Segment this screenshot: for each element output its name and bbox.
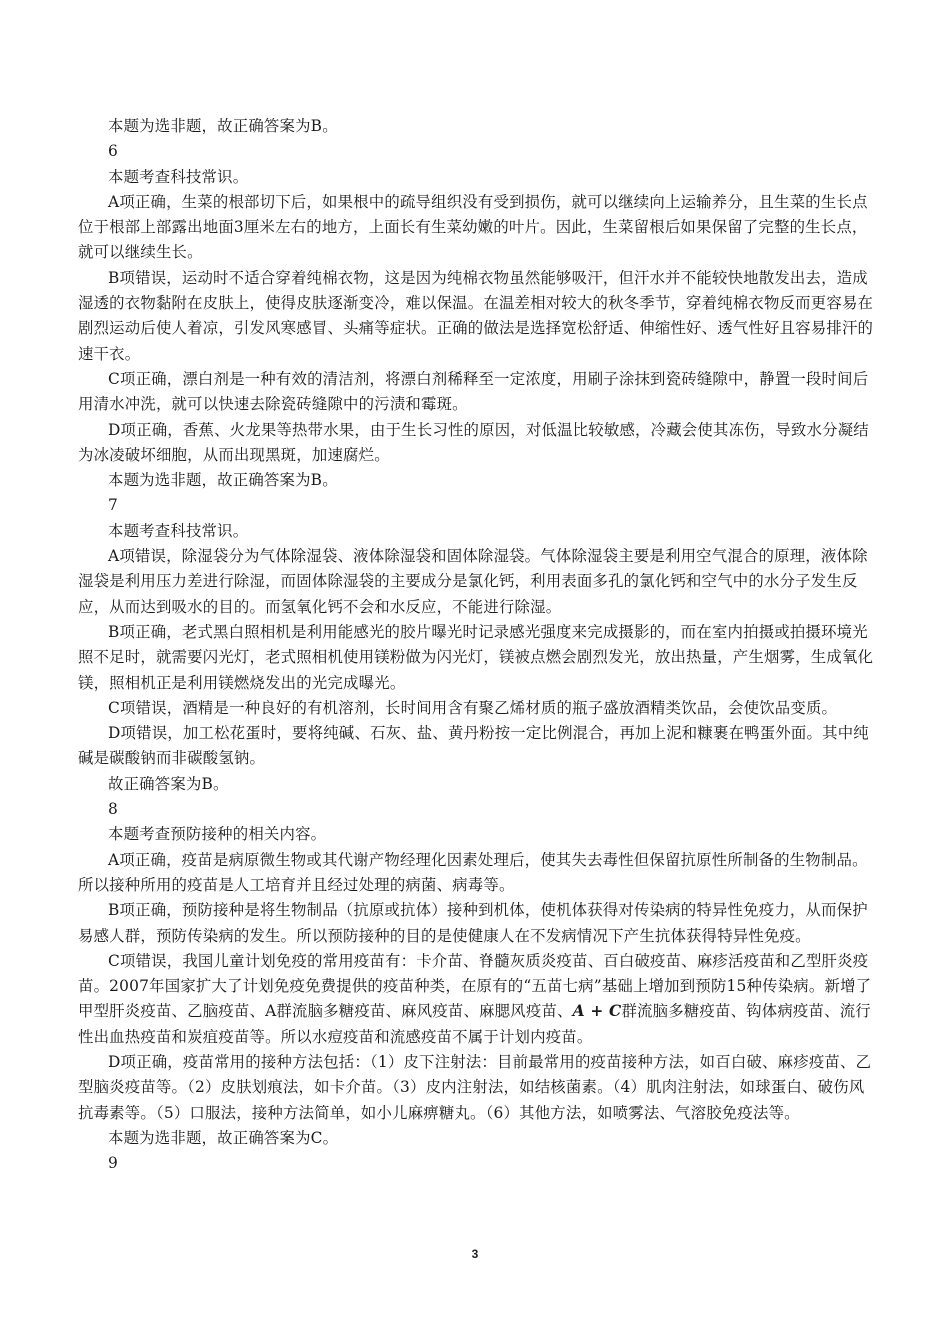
q8-answer: 本题为选非题，故正确答案为C。	[108, 1128, 339, 1147]
q8-option-c-math: A + C	[572, 1002, 622, 1021]
q8-option-a: A项正确，疫苗是病原微生物或其代谢产物经理化因素处理后，使其失去毒性但保留抗原性所制备的生物制品。所以接种所用的疫苗是人工培育并且经过处理的病菌、病毒等。	[78, 850, 868, 894]
q6-option-b: B项错误，运动时不适合穿着纯棉衣物，这是因为纯棉衣物虽然能够吸汗，但汗水并不能较快地散发出去，造成湿透的衣物黏附在皮肤上，使得皮肤逐渐变冷，难以保温。在温差相对较大的秋冬季节，穿着纯棉衣物反而更容易在剧烈运动后使人着凉，引发风寒感冒、头痛等症状。正确的做法是选择宽松舒适、伸缩性好、透气性好且容易排汗的速干衣。	[78, 268, 874, 363]
q6-number: 6	[108, 142, 118, 161]
q7-topic: 本题考查科技常识。	[108, 521, 249, 540]
q6-option-a: A项正确，生菜的根部切下后，如果根中的疏导组织没有受到损伤，就可以继续向上运输养分，且生菜的生长点位于根部上部露出地面3厘米左右的地方，上面长有生菜幼嫩的叶片。因此，生菜留根后如果保留了完整的生长点，就可以继续生长。	[78, 192, 868, 262]
q9-number: 9	[108, 1154, 118, 1173]
q6-option-c: C项正确，漂白剂是一种有效的清洁剂，将漂白剂稀释至一定浓度，用刷子涂抹到瓷砖缝隙中，静置一段时间后用清水冲洗，就可以快速去除瓷砖缝隙中的污渍和霉斑。	[78, 369, 869, 414]
page-number: 3	[471, 1247, 479, 1261]
q7-option-b: B项正确，老式黑白照相机是利用能感光的胶片曝光时记录感光强度来完成摄影的，而在室内拍摄或拍摄环境光照不足时，就需要闪光灯，老式照相机使用镁粉做为闪光灯，镁被点燃会剧烈发光，放出热量，产生烟雾，生成氧化镁，照相机正是利用镁燃烧发出的光完成曝光。	[78, 622, 874, 692]
q7-option-a: A项错误，除湿袋分为气体除湿袋、液体除湿袋和固体除湿袋。气体除湿袋主要是利用空气混合的原理，液体除湿袋是利用压力差进行除湿，而固体除湿袋的主要成分是氯化钙，利用表面多孔的氯化钙和空气中的水分子发生反应，从而达到吸水的目的。而氢氧化钙不会和水反应，不能进行除湿。	[78, 547, 868, 616]
q7-number: 7	[108, 496, 118, 515]
q6-answer: 本题为选非题，故正确答案为B。	[108, 471, 338, 490]
q6-option-d: D项正确，香蕉、火龙果等热带水果，由于生长习性的原因，对低温比较敏感，冷藏会使其冻伤，导致水分凝结为冰凌破坏细胞，从而出现黑斑，加速腐烂。	[78, 420, 869, 464]
q8-topic: 本题考查预防接种的相关内容。	[108, 825, 327, 844]
q8-option-c-text-2: 群流脑多糖疫苗、钩体病疫苗、流行性出血热疫苗和炭疽疫苗等。所以水痘疫苗和流感疫苗不属于计划内疫苗。	[78, 1002, 871, 1046]
q8-option-c-text-1: C项错误，我国儿童计划免疫的常用疫苗有：卡介苗、脊髓灰质炎疫苗、百白破疫苗、麻疹活疫苗和乙型肝炎疫苗。2007年国家扩大了计划免疫免费提供的疫苗种类，在原有的“五苗七病”基础上增加到预防15种传染病。新增了甲型肝炎疫苗、乙脑疫苗、A群流脑多糖疫苗、麻风疫苗、麻腮风疫苗、	[78, 951, 872, 1021]
q7-option-c: C项错误，酒精是一种良好的有机溶剂，长时间用含有聚乙烯材质的瓶子盛放酒精类饮品，会使饮品变质。	[108, 698, 838, 717]
q8-number: 8	[108, 800, 118, 819]
answer-explanations	[78, 114, 878, 1176]
q8-option-c	[78, 949, 878, 1050]
q8-option-b: B项正确，预防接种是将生物制品（抗原或抗体）接种到机体，使机体获得对传染病的特异性免疫力，从而保护易感人群，预防传染病的发生。所以预防接种的目的是使健康人在不发病情况下产生抗体获得特异性免疫。	[78, 901, 868, 945]
q7-option-d: D项错误，加工松花蛋时，要将纯碱、石灰、盐、黄丹粉按一定比例混合，再加上泥和糠裹在鸭蛋外面。其中纯碱是碳酸钠而非碳酸氢钠。	[78, 724, 869, 768]
q5-answer: 本题为选非题，故正确答案为B。	[108, 117, 338, 135]
q6-topic: 本题考查科技常识。	[108, 167, 249, 186]
q8-option-d: D项正确，疫苗常用的接种方法包括：（1）皮下注射法：目前最常用的疫苗接种方法，如百白破、麻疹疫苗、乙型脑炎疫苗等。（2）皮肤划痕法，如卡介苗。（3）皮内注射法，如结核菌素。（4）肌肉注射法，如球蛋白、破伤风抗毒素等。（5）口服法，接种方法简单，如小儿麻痹糖丸。（6）其他方法，如喷雾法、气溶胶免疫法等。	[78, 1052, 872, 1122]
q7-answer: 故正确答案为B。	[108, 774, 229, 793]
